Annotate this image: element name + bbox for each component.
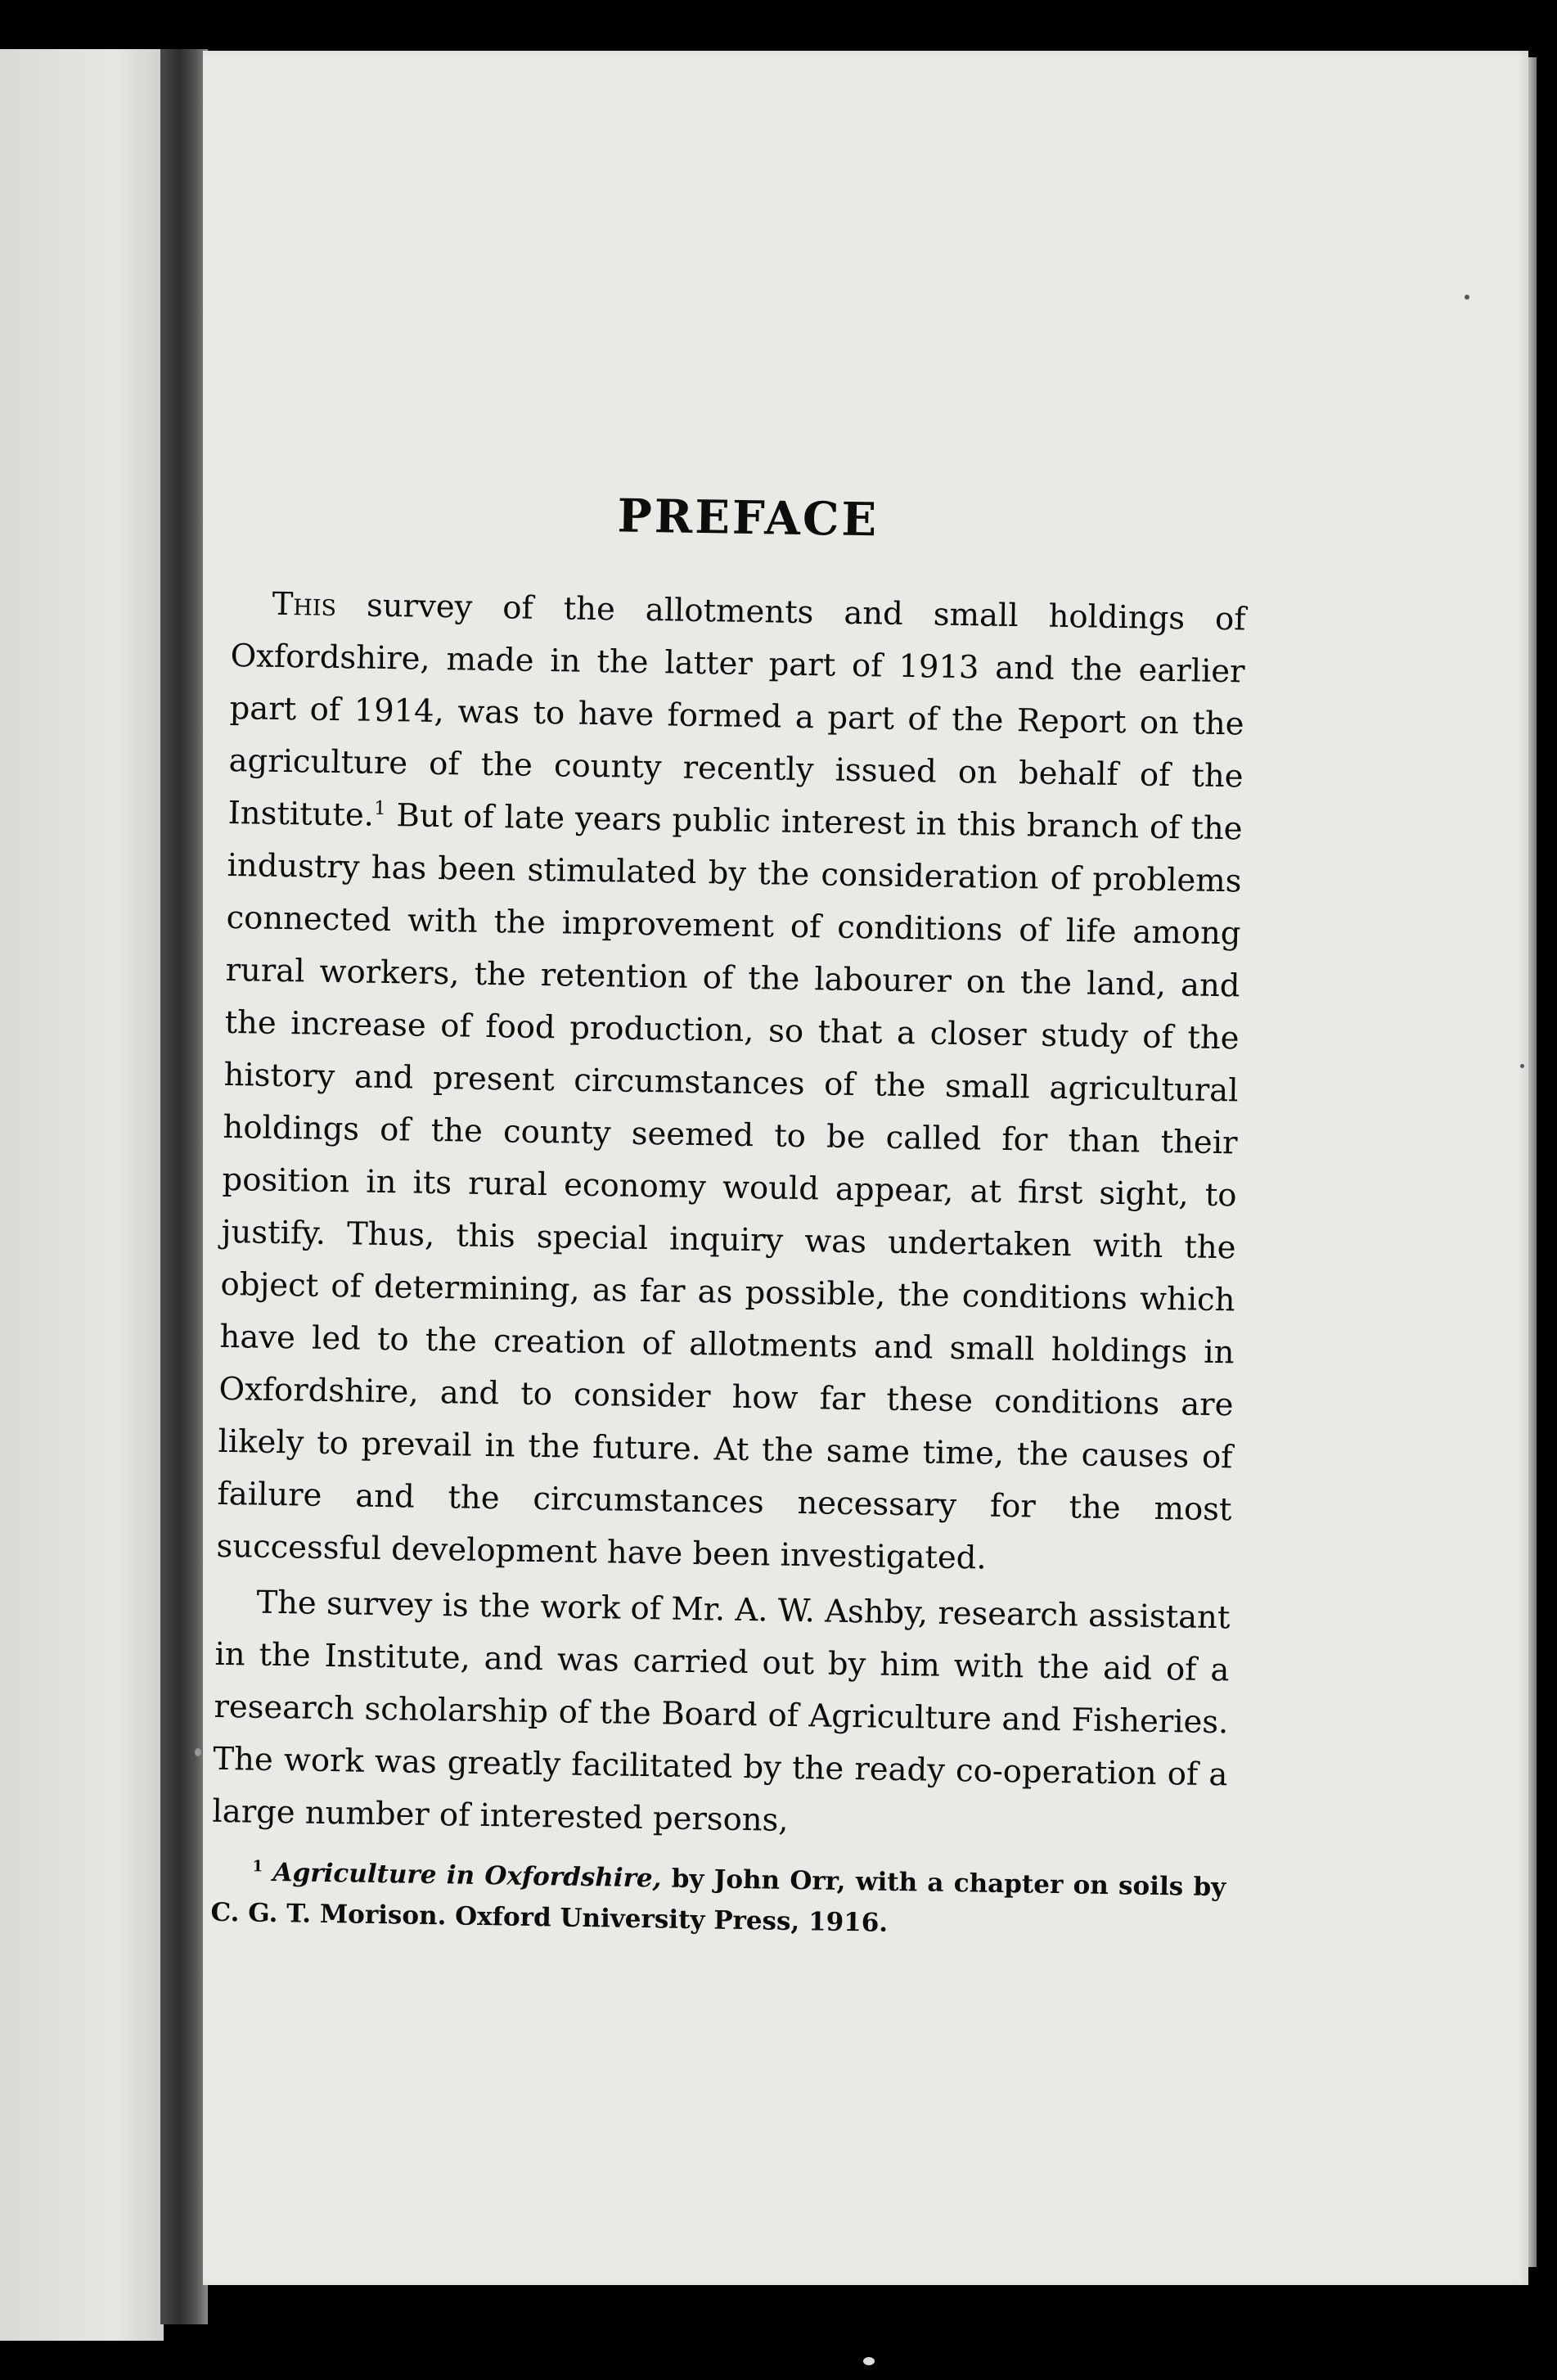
dust-speck xyxy=(1465,295,1469,300)
footnote-mark: 1 xyxy=(252,1858,263,1876)
paragraph-text-continued: But of late years public interest in this branch of the industry has been stimulated by the consideration of problems connected with the improvement of conditions of life among rural workers, the retention of the labourer on the land, and the increase of food production, so that a closer study of the history and present circumstances of the small agricultural holdings of the county seemed to be called for than their position in its rural economy would appear, at first sight, to justify. Thus, this special inquiry was undertaken with the object of determining, as far as possible, the conditions which have led to the creation of allotments and small holdings in Oxfordshire, and to consider how far these conditions are likely to prevail in the future. At the same time, the causes of failure and the circumstances necessary for the most successful development have been investigated. xyxy=(216,796,1243,1577)
paragraph-text: survey of the allotments and small holdings of Oxfordshire, made in the latter part of 1913 and the earlier part of 1914, was to have formed a part of the Report on the agriculture of the county recently issued on behalf of the Institute. xyxy=(227,587,1246,834)
paragraph-1 xyxy=(216,578,1246,1589)
paragraph-2: The survey is the work of Mr. A. W. Ashby, research assistant in the Institute, and was carried out by him with the aid of a research scholarship of the Board of Agriculture and Fisheries. The work was greatly facilitated by the ready co-operation of a large number of interested persons, xyxy=(212,1584,1231,1839)
page-edge-shadow xyxy=(1528,57,1537,2267)
page-content xyxy=(210,483,1248,1974)
dust-speck xyxy=(1520,1064,1524,1068)
facing-page-edge xyxy=(0,49,164,2341)
footnote xyxy=(210,1851,1226,1949)
dust-speck xyxy=(195,1748,201,1756)
footnote-reference: 1 xyxy=(373,797,386,820)
footnote-text: by John Orr, with a chapter on soils by C. G. T. Morison. Oxford University Press, 1916. xyxy=(210,1864,1226,1938)
paragraph-lead: This xyxy=(272,585,337,624)
dust-speck xyxy=(863,2357,875,2365)
page-title: PREFACE xyxy=(617,489,880,548)
book-gutter xyxy=(160,49,208,2324)
footnote-book-title: Agriculture in Oxfordshire, xyxy=(272,1857,662,1894)
